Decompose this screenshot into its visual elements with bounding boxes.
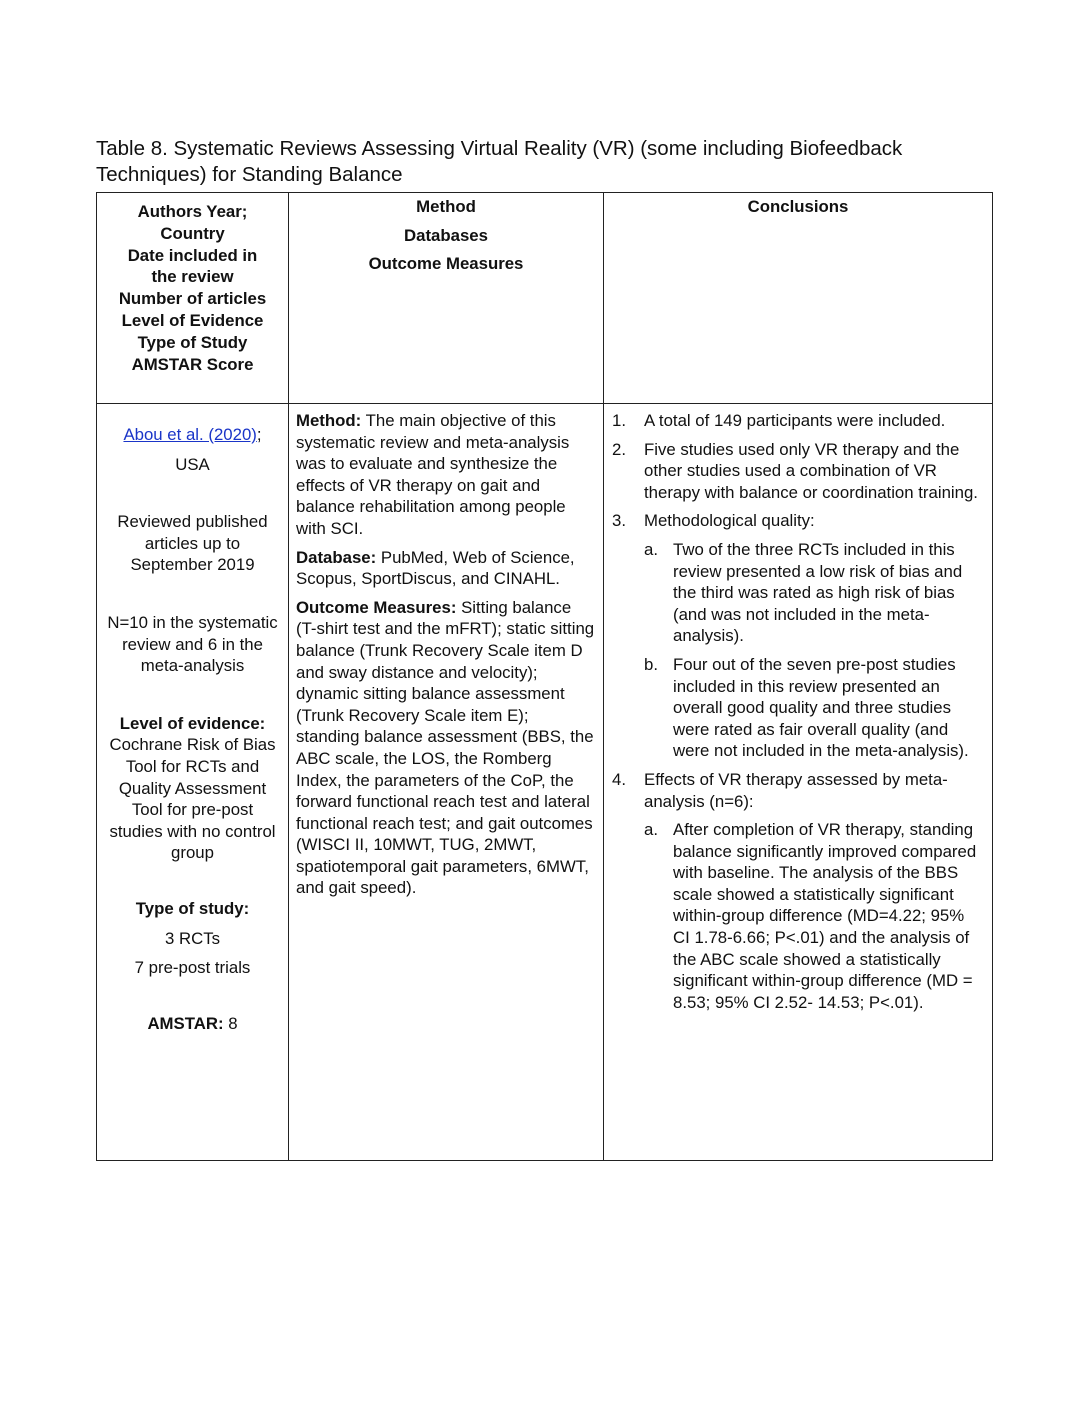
authors-cell <box>97 404 289 1161</box>
date-included: Reviewed published articles up to September 2019 <box>117 512 268 575</box>
outcome-measures-label: Outcome Measures: <box>296 597 457 617</box>
systematic-reviews-table <box>96 192 993 1161</box>
sub-list-item <box>644 654 984 762</box>
header-line: Level of Evidence <box>121 310 264 330</box>
list-item <box>612 769 984 1014</box>
header-line: the review <box>151 267 234 287</box>
header-line: Outcome Measures <box>368 254 524 273</box>
list-item <box>612 439 984 504</box>
header-line: Country <box>160 223 225 243</box>
sub-item-text: Four out of the seven pre-post studies included in this review presented an overall good quality and three studies were rated as fair overall quality (and were not included in the meta-analysis). <box>673 654 969 761</box>
sub-item-text: Two of the three RCTs included in this review presented a low risk of bias and the third was rated as high risk of bias (and was not included in the meta-analysis). <box>673 539 963 646</box>
method-text: The main objective of this systematic review and meta-analysis was to evaluate and synthesize the effects of VR therapy on gait and balance rehabilitation among people with SCI. <box>296 411 570 538</box>
conclusions-cell <box>604 404 993 1161</box>
amstar-value: 8 <box>223 1013 238 1033</box>
sub-list-item <box>644 819 984 1013</box>
list-item <box>612 410 984 432</box>
amstar-label: AMSTAR: <box>147 1013 224 1033</box>
database-text: PubMed, Web of Science, Scopus, SportDiscus, and CINAHL. <box>296 547 575 589</box>
header-line: Authors Year; <box>137 202 248 221</box>
header-line: AMSTAR Score <box>131 354 254 374</box>
header-line: Method <box>416 197 476 216</box>
sub-item-letter: a. <box>644 820 658 840</box>
conclusions-list <box>612 410 984 1013</box>
header-conclusions <box>604 193 993 404</box>
item-text: Effects of VR therapy assessed by meta-analysis (n=6): <box>644 769 948 811</box>
item-number: 1. <box>612 411 626 430</box>
header-line: Databases <box>404 225 488 245</box>
sub-item-letter: b. <box>644 654 658 674</box>
item-text: Methodological quality: <box>644 511 815 531</box>
item-number: 2. <box>612 439 626 459</box>
method-label: Method: <box>296 411 362 430</box>
list-item <box>612 510 984 762</box>
item-number: 4. <box>612 769 626 789</box>
citation-link[interactable]: Abou et al. (2020) <box>123 425 257 444</box>
sub-list-item <box>644 539 984 647</box>
country: USA <box>175 454 210 474</box>
sub-item-text: After completion of VR therapy, standing balance significantly improved compared with baseline. The analysis of the BBS scale showed a statistically significant within-group difference (MD=4.22; 95% CI 1.78-6.66; P<.01) and the analysis of the ABC scale showed a statistically significant within-group difference (MD = 8.53; 95% CI 2.52- 14.53; P<.01). <box>673 820 977 1012</box>
outcome-measures-text: Sitting balance (T-shirt test and the mFRT); static sitting balance (Trunk Recovery Scale item D and sway distance and velocity); dynamic sitting balance assessment (Trunk Recovery Scale item E); standing balance assessment (BBS, the ABC scale, the LOS, the Romberg Index, the parameters of the CoP, the forward functional reach test and lateral functional reach test; and gait outcomes (WISCI II, 10MWT, TUG, 2MWT, spatiotemporal gait parameters, 6MWT, and gait speed). <box>296 597 595 898</box>
type-of-study-item: 3 RCTs <box>164 928 220 948</box>
level-of-evidence-text: Cochrane Risk of Bias Tool for RCTs and Quality Assessment Tool for pre-post studies with no control group <box>109 735 276 863</box>
level-of-evidence-label: Level of evidence: <box>119 713 266 733</box>
citation-suffix: ; <box>256 425 262 444</box>
type-of-study-label: Type of study: <box>135 898 250 918</box>
item-text: Five studies used only VR therapy and the other studies used a combination of VR therapy with balance or coordination training. <box>644 439 978 502</box>
table-caption: Table 8. Systematic Reviews Assessing Virtual Reality (VR) (some including Biofeedback Techniques) for Standing Balance <box>96 137 903 186</box>
header-line: Number of articles <box>118 289 267 309</box>
sub-list <box>644 819 984 1013</box>
header-line: Conclusions <box>747 197 849 216</box>
header-method <box>289 193 604 404</box>
sub-list <box>644 539 984 762</box>
number-of-articles: N=10 in the systematic review and 6 in the meta-analysis <box>107 612 278 676</box>
sub-item-letter: a. <box>644 539 658 559</box>
method-cell <box>289 404 604 1161</box>
item-text: A total of 149 participants were included. <box>644 411 946 430</box>
item-number: 3. <box>612 511 626 531</box>
type-of-study-item: 7 pre-post trials <box>134 958 251 978</box>
table-header-row <box>97 193 993 404</box>
header-line: Type of Study <box>137 332 248 352</box>
header-authors <box>97 193 289 404</box>
table-row <box>97 404 993 1161</box>
database-label: Database: <box>296 547 377 567</box>
header-line: Date included in <box>127 245 258 265</box>
